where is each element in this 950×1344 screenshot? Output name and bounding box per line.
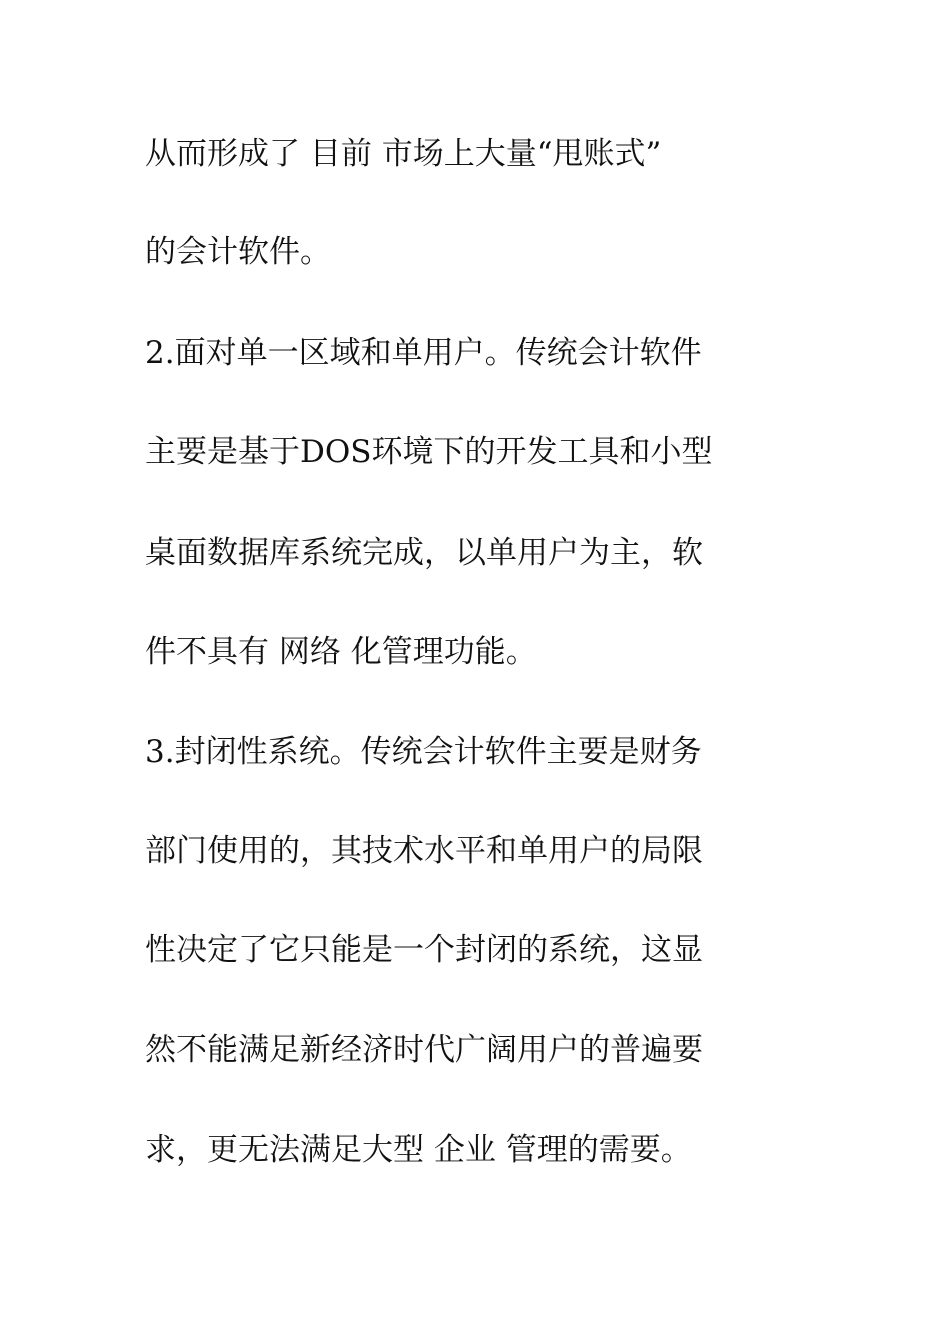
text-line: 部门使用的，其技术水平和单用户的局限 <box>145 833 703 869</box>
text-line: 主要是基于DOS环境下的开发工具和小型 <box>145 434 713 470</box>
text-line: 件不具有 网络 化管理功能。 <box>145 634 537 670</box>
text-line: 3.封闭性系统。传统会计软件主要是财务 <box>145 734 702 770</box>
text-line: 求，更无法满足大型 企业 管理的需要。 <box>145 1132 692 1168</box>
text-line: 2.面对单一区域和单用户。传统会计软件 <box>145 335 702 371</box>
text-line: 从而形成了 目前 市场上大量“甩账式” <box>145 136 662 172</box>
text-line: 桌面数据库系统完成，以单用户为主，软 <box>145 535 703 571</box>
text-line: 的会计软件。 <box>145 234 331 270</box>
text-line: 性决定了它只能是一个封闭的系统，这显 <box>145 932 703 968</box>
text-line: 然不能满足新经济时代广阔用户的普遍要 <box>145 1032 703 1068</box>
